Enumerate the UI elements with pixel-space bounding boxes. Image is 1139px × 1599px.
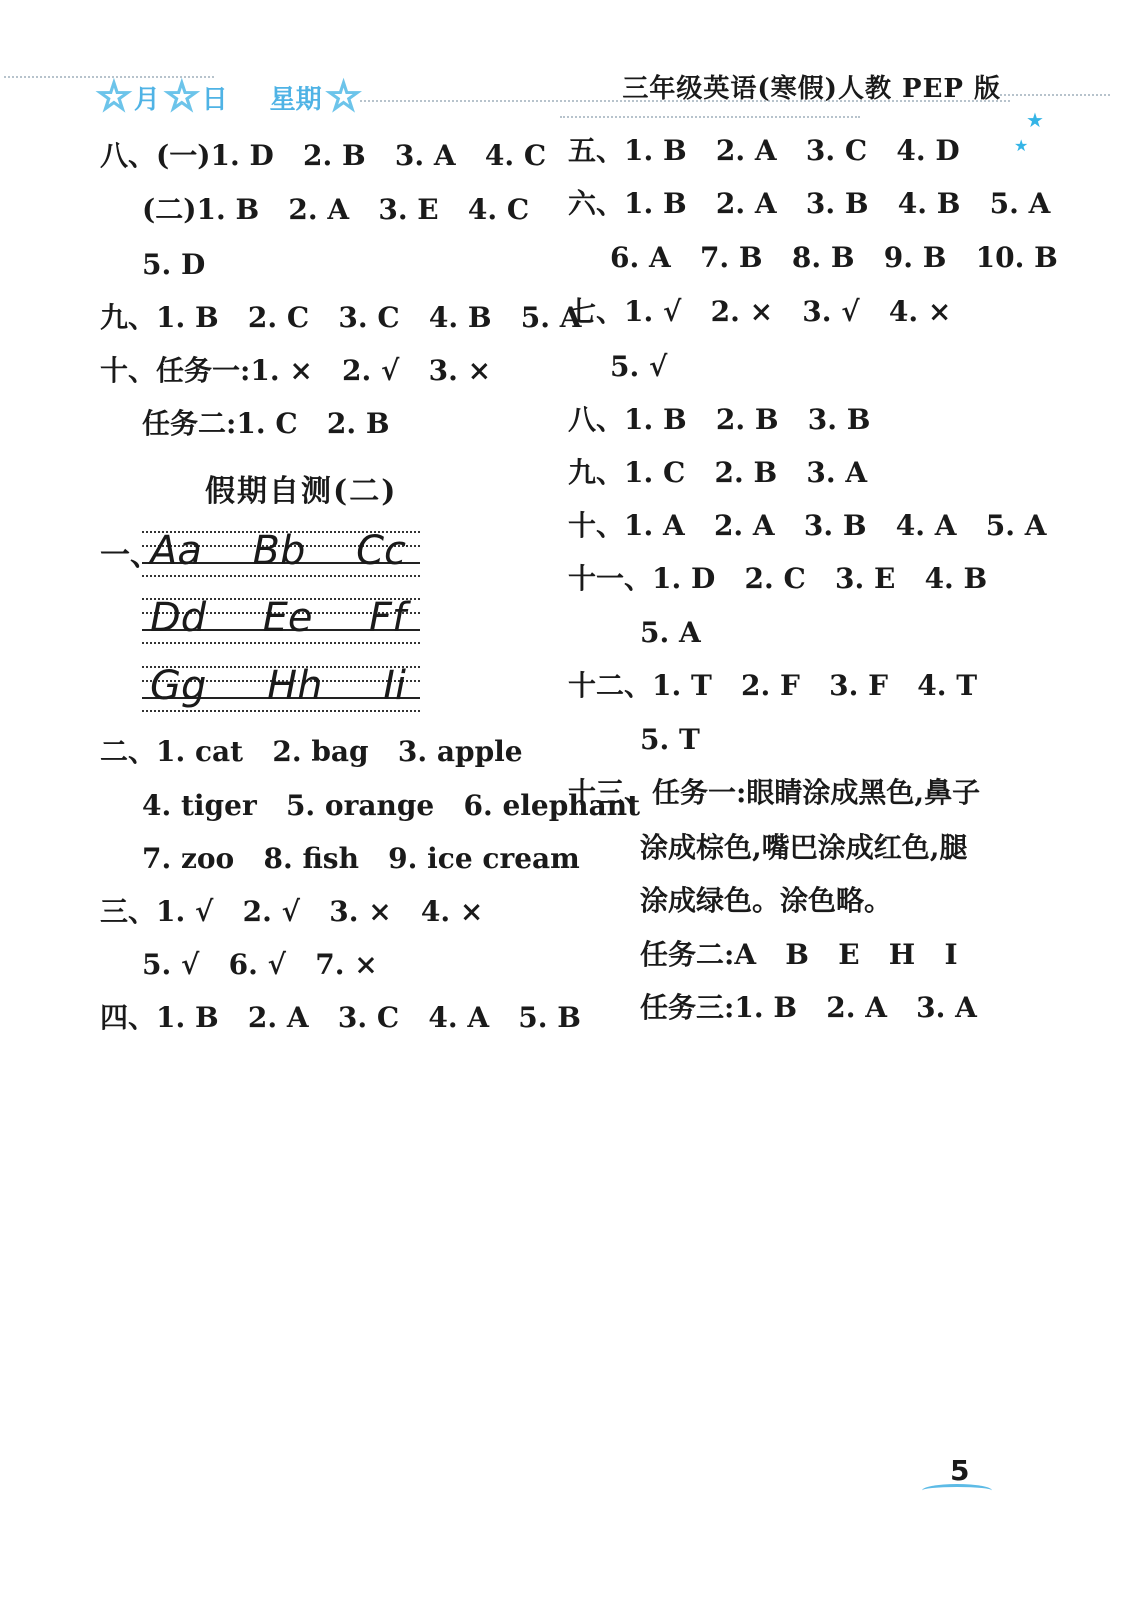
header-dotted-line bbox=[560, 116, 860, 118]
answer-line: 5. A bbox=[640, 616, 701, 649]
letter-pair: Bb bbox=[252, 528, 306, 574]
answer-line: 九、1. C 2. B 3. A bbox=[568, 456, 868, 489]
answer-line: 任务二:A B E H I bbox=[640, 938, 958, 971]
answer-line: 7. zoo 8. fish 9. ice cream bbox=[142, 842, 580, 875]
answer-line: 涂成绿色。涂色略。 bbox=[640, 884, 893, 917]
answer-line: 七、1. √ 2. × 3. √ 4. × bbox=[568, 295, 952, 328]
letter-pair: Aa bbox=[150, 528, 202, 574]
answer-line: 六、1. B 2. A 3. B 4. B 5. A bbox=[568, 187, 1051, 220]
star-icon: ☆ bbox=[96, 74, 132, 120]
section-title: 假期自测(二) bbox=[205, 474, 398, 509]
date-day-label: 日 bbox=[201, 84, 228, 115]
answer-line: 八、(一)1. D 2. B 3. A 4. C bbox=[100, 139, 547, 172]
answer-line: 十一、1. D 2. C 3. E 4. B bbox=[568, 562, 988, 595]
handwriting-letters bbox=[150, 662, 420, 710]
answer-line: 五、1. B 2. A 3. C 4. D bbox=[568, 134, 960, 167]
answer-line: (二)1. B 2. A 3. E 4. C bbox=[142, 193, 530, 226]
answer-line: 十二、1. T 2. F 3. F 4. T bbox=[568, 669, 978, 702]
header-dotted-line bbox=[1000, 94, 1110, 96]
answer-line: 十三、任务一:眼睛涂成黑色,鼻子 bbox=[568, 776, 981, 809]
answer-line: 5. √ 6. √ 7. × bbox=[142, 948, 378, 981]
letter-pair: Ee bbox=[262, 595, 313, 641]
answer-line: 5. √ bbox=[610, 350, 668, 383]
answer-line: 八、1. B 2. B 3. B bbox=[568, 403, 871, 436]
handwriting-letters bbox=[150, 594, 420, 642]
answer-line: 5. D bbox=[142, 248, 206, 281]
handwriting-label: 一、 bbox=[100, 538, 160, 573]
handwriting-row bbox=[142, 662, 420, 714]
date-weekday-label: 星期 bbox=[269, 84, 322, 115]
answer-line: 十、1. A 2. A 3. B 4. A 5. A bbox=[568, 509, 1047, 542]
letter-pair: Dd bbox=[150, 595, 207, 641]
handwriting-row bbox=[142, 594, 420, 646]
answer-line: 5. T bbox=[640, 723, 700, 756]
date-strip bbox=[96, 74, 361, 120]
answer-line: 任务二:1. C 2. B bbox=[142, 407, 390, 440]
letter-pair: Ff bbox=[368, 595, 406, 641]
star-icon: ☆ bbox=[163, 74, 200, 120]
letter-pair: Ii bbox=[383, 663, 406, 709]
answer-line: 十、任务一:1. × 2. √ 3. × bbox=[100, 354, 492, 387]
answer-line: 涂成棕色,嘴巴涂成红色,腿 bbox=[640, 831, 968, 864]
document-title: 三年级英语(寒假)人教 PEP 版 bbox=[622, 74, 1001, 104]
dotted-guide bbox=[142, 710, 420, 712]
answer-line: 九、1. B 2. C 3. C 4. B 5. A bbox=[100, 301, 582, 334]
letter-pair: Cc bbox=[356, 528, 406, 574]
handwriting-row bbox=[142, 527, 420, 579]
dotted-guide bbox=[142, 642, 420, 644]
answer-line: 任务三:1. B 2. A 3. A bbox=[640, 991, 977, 1024]
answer-line: 三、1. √ 2. √ 3. × 4. × bbox=[100, 895, 484, 928]
date-month-label: 月 bbox=[133, 84, 160, 115]
star-icon: ★ bbox=[1014, 136, 1029, 155]
letter-pair: Gg bbox=[150, 663, 207, 709]
handwriting-letters bbox=[150, 527, 420, 575]
answer-line: 四、1. B 2. A 3. C 4. A 5. B bbox=[100, 1001, 581, 1034]
star-icon: ★ bbox=[1026, 108, 1044, 132]
answer-line: 6. A 7. B 8. B 9. B 10. B bbox=[610, 241, 1058, 274]
page-number-decoration bbox=[922, 1484, 992, 1497]
star-icon: ☆ bbox=[325, 74, 362, 120]
answer-line: 4. tiger 5. orange 6. elephant bbox=[142, 789, 641, 822]
letter-pair: Hh bbox=[267, 663, 323, 709]
dotted-guide bbox=[142, 575, 420, 577]
page-number: 5 bbox=[950, 1454, 970, 1487]
answer-line: 二、1. cat 2. bag 3. apple bbox=[100, 735, 523, 768]
